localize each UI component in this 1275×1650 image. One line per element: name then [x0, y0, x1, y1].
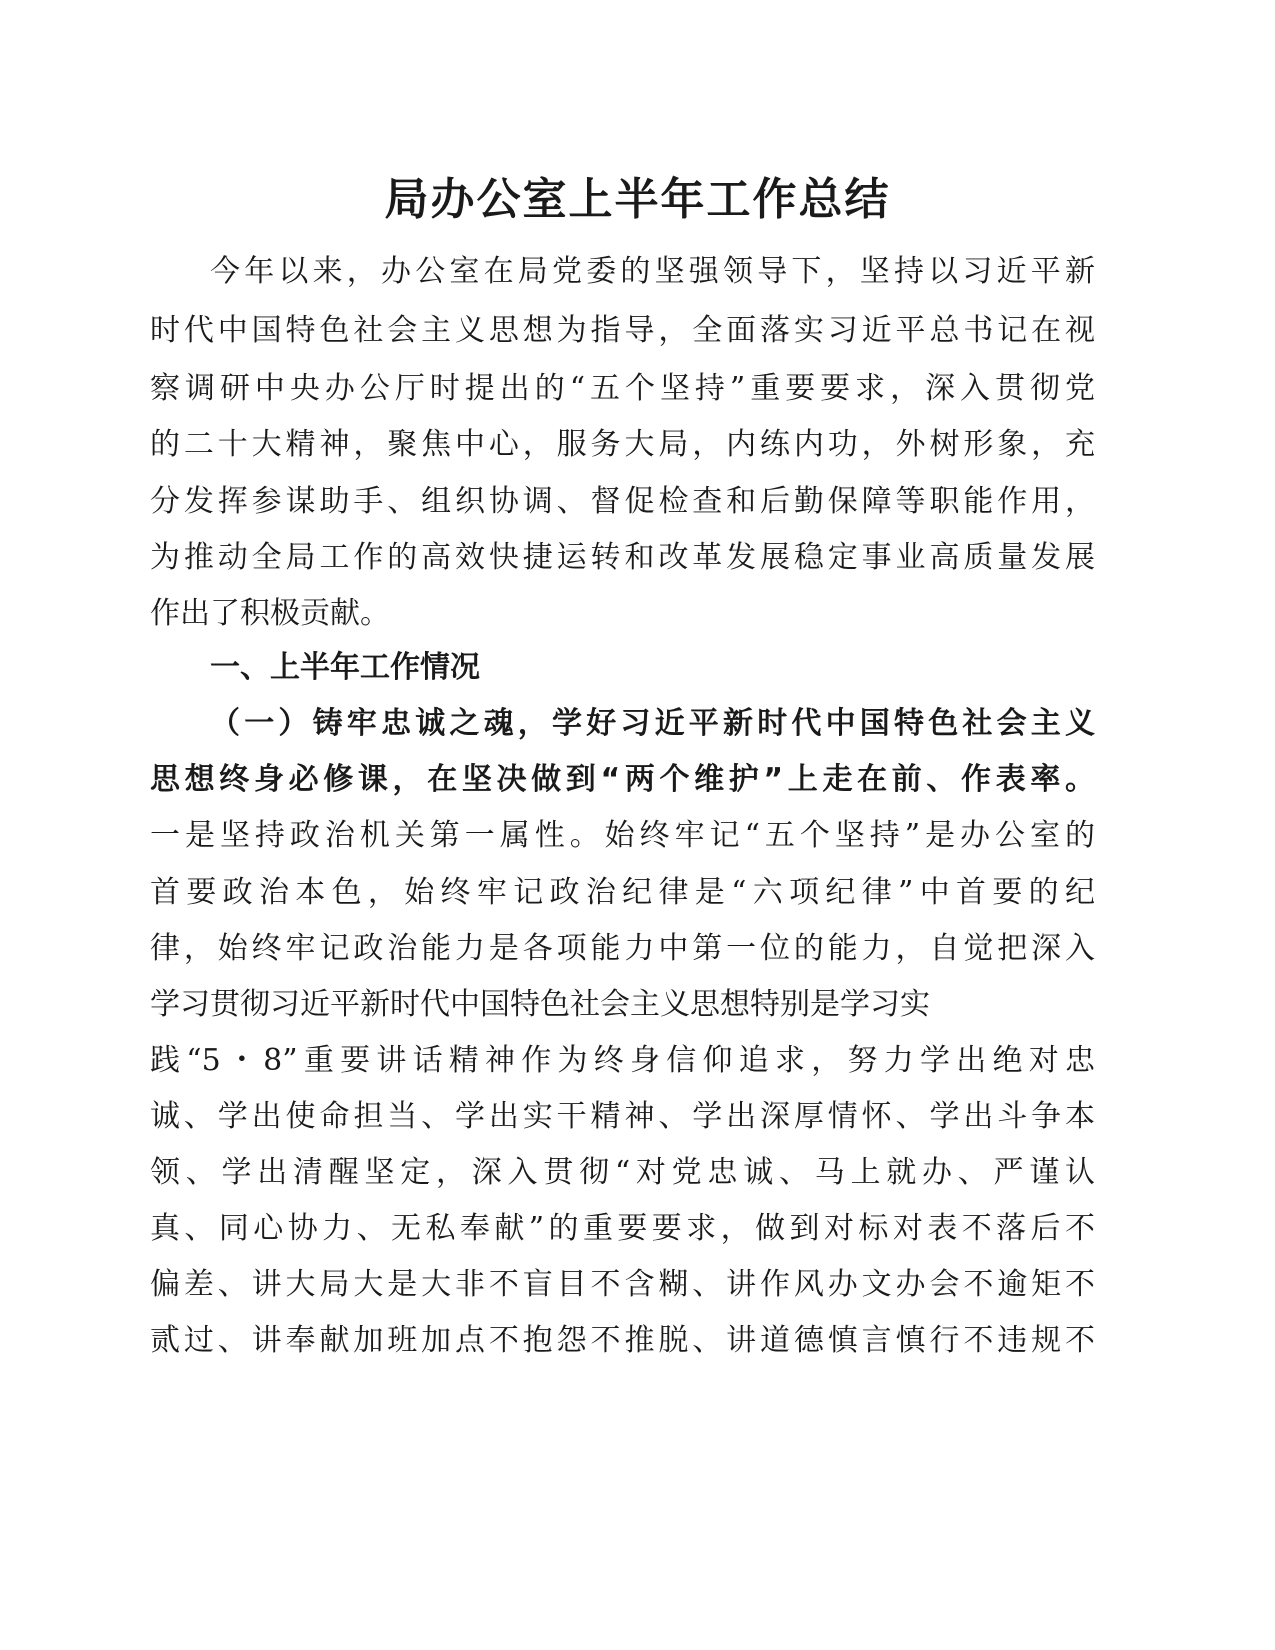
body-line-1: 一是坚持政治机关第一属性。始终牢记“五个坚持”是办公室的 — [150, 818, 1095, 853]
document-title: 局办公室上半年工作总结 — [384, 174, 891, 225]
body-line-8: 真、同心协力、无私奉献”的重要要求，做到对标对表不落后不 — [150, 1211, 1095, 1246]
intro-line-2: 时代中国特色社会主义思想为指导，全面落实习近平总书记在视 — [150, 313, 1095, 348]
body-line-7: 领、学出清醒坚定，深入贯彻“对党忠诚、马上就办、严谨认 — [150, 1155, 1095, 1190]
intro-line-5: 分发挥参谋助手、组织协调、督促检查和后勤保障等职能作用， — [150, 484, 1095, 519]
subsection-line-1: （一）铸牢忠诚之魂，学好习近平新时代中国特色社会主义 — [210, 706, 1095, 741]
intro-line-1: 今年以来，办公室在局党委的坚强领导下，坚持以习近平新 — [210, 254, 1095, 289]
body-line-4: 学习贯彻习近平新时代中国特色社会主义思想特别是学习实 — [150, 987, 930, 1022]
intro-line-3: 察调研中央办公厅时提出的“五个坚持”重要要求，深入贯彻党 — [150, 371, 1095, 406]
section-heading: 一、上半年工作情况 — [210, 650, 480, 685]
body-line-6: 诚、学出使命担当、学出实干精神、学出深厚情怀、学出斗争本 — [150, 1099, 1095, 1134]
subsection-line-2: 思想终身必修课，在坚决做到“两个维护”上走在前、作表率。 — [150, 762, 1095, 797]
intro-line-6: 为推动全局工作的高效快捷运转和改革发展稳定事业高质量发展 — [150, 540, 1095, 575]
body-line-9: 偏差、讲大局大是大非不盲目不含糊、讲作风办文办会不逾矩不 — [150, 1267, 1095, 1302]
body-line-5: 践“5・8”重要讲话精神作为终身信仰追求，努力学出绝对忠 — [150, 1043, 1095, 1078]
body-line-3: 律，始终牢记政治能力是各项能力中第一位的能力，自觉把深入 — [150, 931, 1095, 966]
intro-line-7: 作出了积极贡献。 — [150, 596, 390, 631]
body-line-2: 首要政治本色，始终牢记政治纪律是“六项纪律”中首要的纪 — [150, 875, 1095, 910]
intro-line-4: 的二十大精神，聚焦中心，服务大局，内练内功，外树形象，充 — [150, 427, 1095, 462]
body-line-10: 贰过、讲奉献加班加点不抱怨不推脱、讲道德慎言慎行不违规不 — [150, 1323, 1095, 1358]
